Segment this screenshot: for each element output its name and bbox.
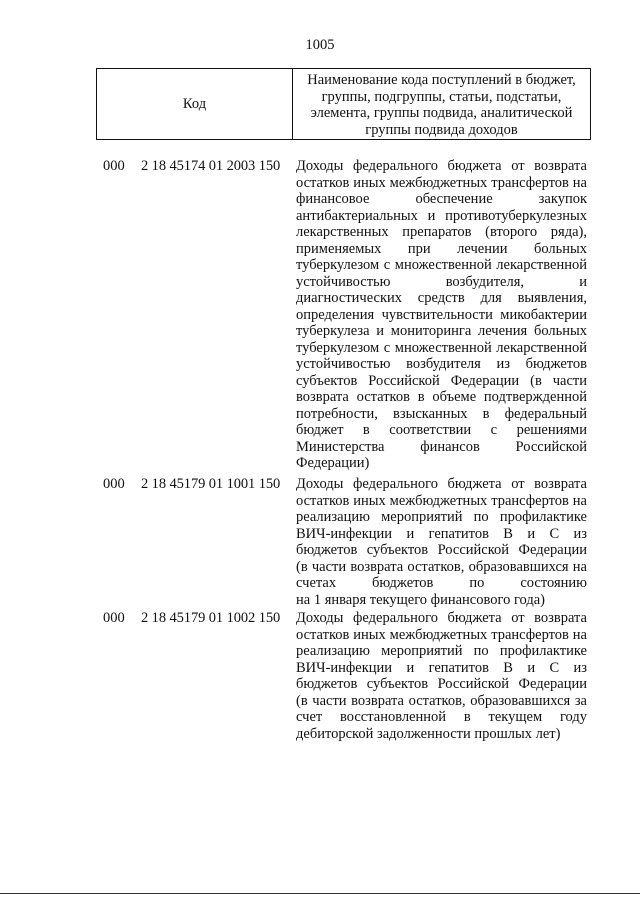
admin-code: 000 [103, 610, 125, 626]
description-line: туберкулеза и мониторинга лечения больных [296, 323, 587, 339]
description-line: остатков иных межбюджетных трансфертов на [296, 174, 587, 191]
description-line: устойчивостью возбудителя из бюджетов [296, 356, 587, 372]
description-line: финансовое обеспечение закупок [296, 191, 587, 207]
header-name-line: группы подвида доходов [365, 121, 518, 138]
row-description [296, 610, 587, 742]
description-line: ВИЧ-инфекции и гепатитов В и С из [296, 659, 587, 676]
header-name-line: элемента, группы подвида, аналитической [310, 105, 573, 121]
description-line: определения чувствительности микобактерии [296, 306, 587, 323]
description-line: антибактериальных и противотуберкулезных [296, 207, 587, 224]
description-line: применяемых при лечении больных [296, 240, 587, 257]
table-header [96, 68, 591, 140]
budget-code: 2 18 45174 01 2003 150 [141, 158, 281, 174]
description-line: счет восстановленной в текущем году [296, 709, 587, 725]
row-description [296, 158, 587, 472]
row-description [296, 476, 587, 608]
description-line: ВИЧ-инфекции и гепатитов В и С из [296, 525, 587, 542]
description-line: (в части возврата остатков, образовавшихся на [296, 558, 587, 575]
description-line: туберкулезом с множественной лекарственной [296, 339, 587, 356]
page-bottom-edge [0, 893, 640, 906]
description-line: лекарственных препаратов (второго ряда), [296, 224, 587, 240]
description-line: Доходы федерального бюджета от возврата [296, 476, 587, 492]
admin-code: 000 [103, 476, 125, 492]
description-line: остатков иных межбюджетных трансфертов на [296, 626, 587, 643]
description-line: бюджетов субъектов Российской Федерации [296, 542, 587, 558]
description-line: (в части возврата остатков, образовавшихся за [296, 692, 587, 709]
description-line: туберкулезом с множественной лекарственной [296, 257, 587, 273]
description-line: реализацию мероприятий по профилактике [296, 643, 587, 659]
header-name-line: группы, подгруппы, статьи, подстатьи, [321, 88, 562, 105]
description-line: Федерации) [296, 455, 370, 471]
admin-code: 000 [103, 158, 125, 174]
description-line: диагностических средств для выявления, [296, 290, 587, 306]
description-line: Министерства финансов Российской [296, 438, 587, 455]
description-line: бюджетов субъектов Российской Федерации [296, 676, 587, 692]
header-code-cell: Код [97, 69, 293, 139]
description-line: возврата остатков в объеме подтвержденной [296, 389, 587, 405]
description-line: потребности, взысканных в федеральный [296, 405, 587, 422]
description-line: устойчивостью возбудителя, и [296, 273, 587, 290]
description-line: остатков иных межбюджетных трансфертов на [296, 492, 587, 509]
description-line: на 1 января текущего финансового года) [296, 591, 545, 608]
description-line: Доходы федерального бюджета от возврата [296, 610, 587, 626]
description-line: счетах бюджетов по состоянию [296, 575, 587, 591]
description-line: реализацию мероприятий по профилактике [296, 509, 587, 525]
budget-code: 2 18 45179 01 1001 150 [141, 476, 281, 492]
description-line: субъектов Российской Федерации (в части [296, 372, 587, 389]
header-name-cell [293, 69, 590, 139]
page-number: 1005 [305, 37, 335, 53]
budget-code: 2 18 45179 01 1002 150 [141, 610, 281, 626]
description-line: Доходы федерального бюджета от возврата [296, 158, 587, 174]
description-line: дебиторской задолженности прошлых лет) [296, 725, 561, 742]
description-line: бюджет в соответствии с решениями [296, 422, 587, 438]
header-name-line: Наименование кода поступлений в бюджет, [307, 72, 576, 88]
